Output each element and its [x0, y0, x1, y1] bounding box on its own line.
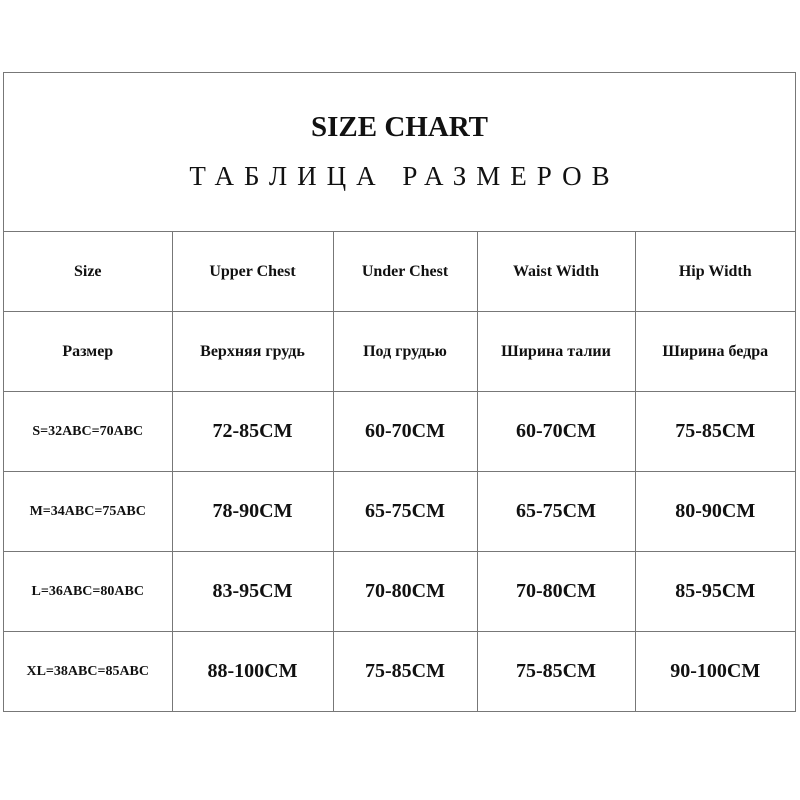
header-cell-waist-width: Waist Width	[477, 232, 635, 312]
upper-chest-value: 88-100CM	[172, 632, 333, 712]
table-row	[4, 552, 795, 632]
header-row-english	[4, 232, 795, 312]
table-row	[4, 632, 795, 712]
header-cell-upper-chest: Upper Chest	[172, 232, 333, 312]
under-chest-value: 75-85CM	[333, 632, 477, 712]
header-cell-hip-width: Hip Width	[635, 232, 795, 312]
header-cell-size: Size	[4, 232, 172, 312]
waist-width-value: 60-70CM	[477, 392, 635, 472]
under-chest-value: 70-80CM	[333, 552, 477, 632]
header-cell-under-chest-ru: Под грудью	[333, 312, 477, 392]
header-cell-hip-width-ru: Ширина бедра	[635, 312, 795, 392]
size-label: S=32ABC=70ABC	[4, 392, 172, 472]
hip-width-value: 75-85CM	[635, 392, 795, 472]
waist-width-value: 75-85CM	[477, 632, 635, 712]
size-label: M=34ABC=75ABC	[4, 472, 172, 552]
table-row	[4, 392, 795, 472]
header-cell-under-chest: Under Chest	[333, 232, 477, 312]
size-label: XL=38ABC=85ABC	[4, 632, 172, 712]
under-chest-value: 65-75CM	[333, 472, 477, 552]
waist-width-value: 65-75CM	[477, 472, 635, 552]
upper-chest-value: 83-95CM	[172, 552, 333, 632]
size-table	[4, 232, 795, 711]
chart-header	[4, 73, 795, 232]
upper-chest-value: 72-85CM	[172, 392, 333, 472]
header-cell-waist-width-ru: Ширина талии	[477, 312, 635, 392]
hip-width-value: 85-95CM	[635, 552, 795, 632]
table-row	[4, 472, 795, 552]
hip-width-value: 90-100CM	[635, 632, 795, 712]
upper-chest-value: 78-90CM	[172, 472, 333, 552]
chart-subtitle: ТАБЛИЦА РАЗМЕРОВ	[189, 161, 620, 191]
size-label: L=36ABC=80ABC	[4, 552, 172, 632]
waist-width-value: 70-80CM	[477, 552, 635, 632]
hip-width-value: 80-90CM	[635, 472, 795, 552]
under-chest-value: 60-70CM	[333, 392, 477, 472]
header-cell-upper-chest-ru: Верхняя грудь	[172, 312, 333, 392]
header-row-russian	[4, 312, 795, 392]
header-cell-size-ru: Размер	[4, 312, 172, 392]
chart-title: SIZE CHART	[310, 111, 489, 143]
size-chart	[3, 72, 796, 712]
